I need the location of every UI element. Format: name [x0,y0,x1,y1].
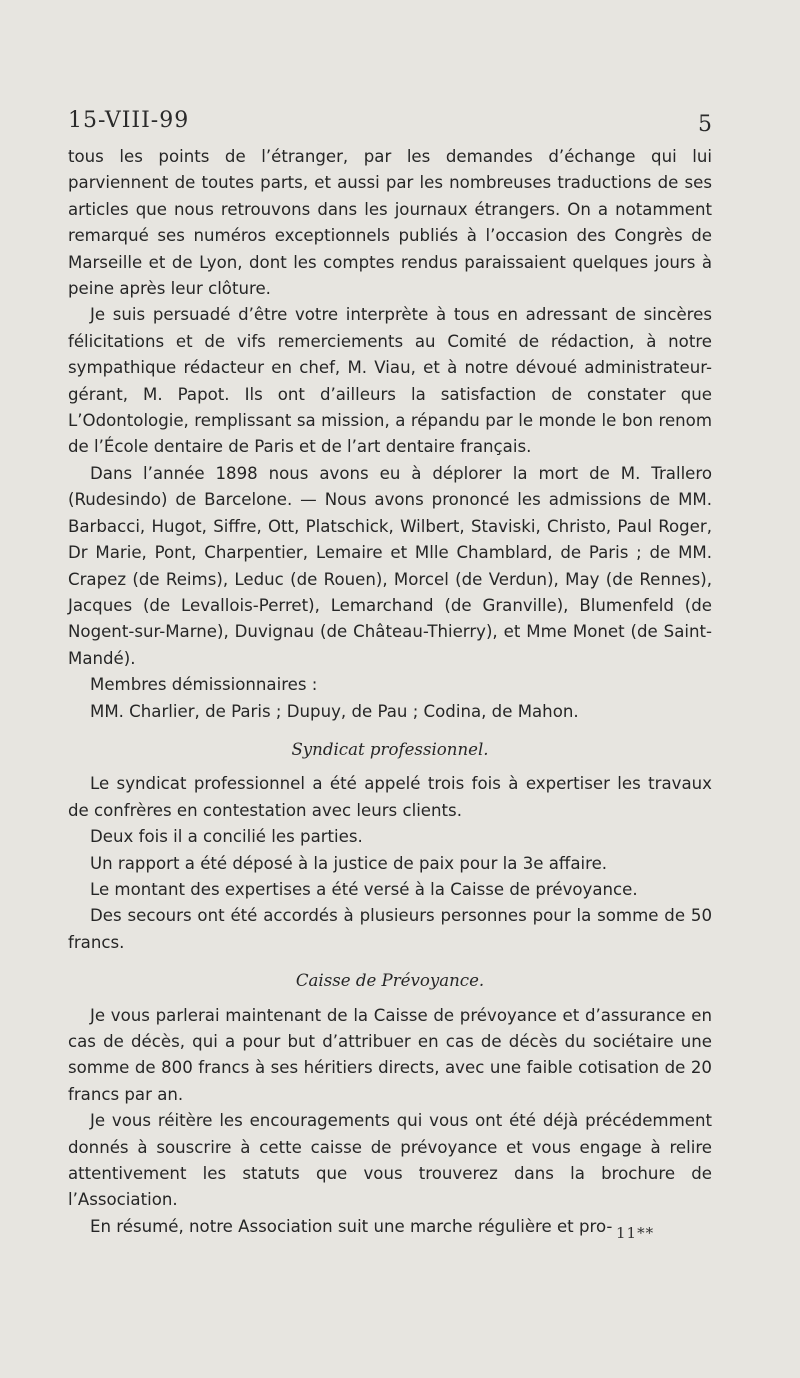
paragraph-9: Le montant des expertises a été versé à la Caisse de prévoyance. [90,879,638,899]
paragraph-7: Deux fois il a concilié les parties. [90,827,363,847]
paragraph-8: Un rapport a été déposé à la justice de paix pour la 3e affaire. [90,853,608,873]
paragraph-10: Des secours ont été accordés à plusieurs personnes pour la somme de 50 francs. [68,906,712,952]
paragraph-12: Je vous réitère les encouragements qui vous ont été déjà précédemment donnés à souscrire à cette caisse de prévoyance et vous engage à relire attentivement les statuts que vous trouverez dans la brochure de l’Association. [68,1111,712,1210]
section-title-syndicat: Syndicat professionnel. [291,739,489,759]
paragraph-13: En résumé, notre Association suit une marche régulière et pro- [90,1216,613,1236]
paragraph-5: MM. Charlier, de Paris ; Dupuy, de Pau ; Codina, de Mahon. [90,701,579,721]
page-number: 5 [698,112,712,137]
paragraph-11: Je vous parlerai maintenant de la Caisse de prévoyance et d’assurance en cas de décès, qui a pour but d’attribuer en cas de décès du sociétaire une somme de 800 francs à ses héritiers directs, avec une faible cotisation de 20 francs par an. [68,1005,712,1104]
header-date: 15-VIII-99 [68,108,190,133]
signature-mark: 11** [616,1224,655,1242]
paragraph-6: Le syndicat professionnel a été appelé trois fois à expertiser les travaux de confrères en contestation avec leurs clients. [68,774,712,820]
section-title-caisse: Caisse de Prévoyance. [295,971,485,991]
paragraph-2: Je suis persuadé d’être votre interprète à tous en adressant de sincères félicitations et de vifs remerciements au Comité de rédaction, à notre sympathique rédacteur en chef, M. Viau, et à notre dévoué administrateur-gérant, M. Papot. Ils ont d’ailleurs la satisfaction de constater que L’Odontologie, remplissant sa mission, a répandu par le monde le bon renom de l’École dentaire de Paris et de l’art dentaire français. [68,305,712,457]
paragraph-4: Membres démissionnaires : [90,675,318,695]
running-header [68,108,712,140]
paragraph-3: Dans l’année 1898 nous avons eu à déplorer la mort de M. Trallero (Rudesindo) de Barcelone. — Nous avons prononcé les admissions de MM. Barbacci, Hugot, Siffre, Ott, Platschick, Wilbert, Staviski, Christo, Paul Roger, Dr Marie, Pont, Charpentier, Lemaire et Mlle Chamblard, de Paris ; de MM. Crapez (de Reims), Leduc (de Rouen), Morcel (de Verdun), May (de Rennes), Jacques (de Levallois-Perret), Lemarchand (de Granville), Blumenfeld (de Nogent-sur-Marne), Duvignau (de Château-Thierry), et Mme Monet (de Saint-Mandé). [68,463,712,668]
paragraph-1: tous les points de l’étranger, par les demandes d’échange qui lui parviennent de toutes parts, et aussi par les nombreuses traductions de ses articles que nous retrouvons dans les journaux étrangers. On a notamment remarqué ses numéros exceptionnels publiés à l’occasion des Congrès de Marseille et de Lyon, dont les comptes rendus paraissaient quelques jours à peine après leur clôture. [68,147,712,299]
body-text [68,144,712,1240]
